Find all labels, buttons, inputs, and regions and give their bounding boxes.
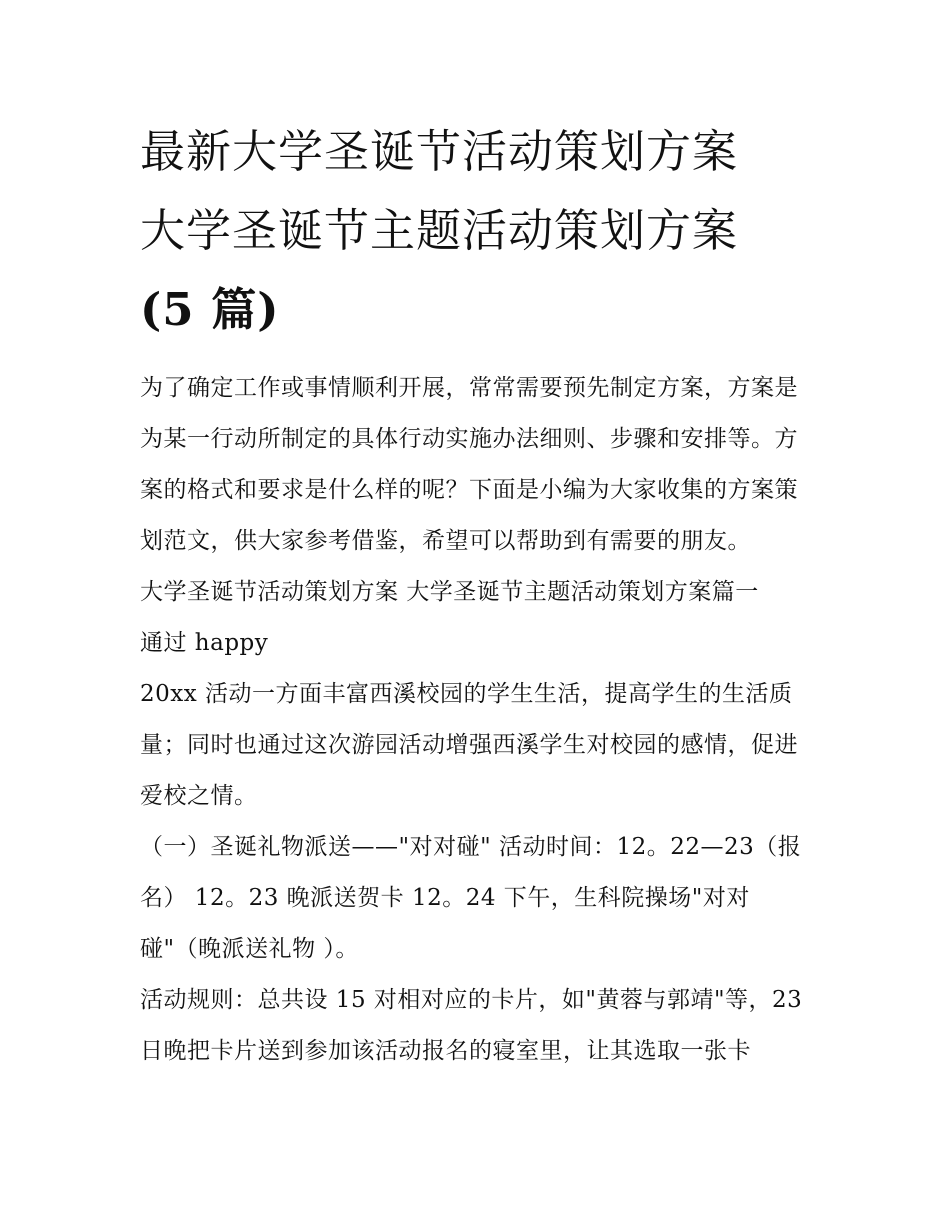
paragraph: 通过 happy: [140, 630, 269, 656]
paragraph: 活动规则：总共设 15 对相对应的卡片，如"黄蓉与郭靖"等，23 日晚把卡片送到参加该活动报名的寝室里，让其选取一张卡: [140, 987, 803, 1064]
title-line-3: (5 篇): [140, 283, 280, 336]
title-line-2: 大学圣诞节主题活动策划方案: [140, 204, 739, 257]
paragraph-section-heading: 大学圣诞节活动策划方案 大学圣诞节主题活动策划方案篇一: [140, 579, 759, 605]
document-title: [140, 112, 820, 349]
paragraph: 20xx 活动一方面丰富西溪校园的学生生活，提高学生的生活质量；同时也通过这次游园活动增强西溪学生对校园的感情，促进爱校之情。: [140, 681, 798, 809]
title-line-1: 最新大学圣诞节活动策划方案: [140, 125, 739, 178]
document-content: [140, 112, 820, 1077]
paragraph-intro: 为了确定工作或事情顺利开展，常常需要预先制定方案，方案是为某一行动所制定的具体行动实施办法细则、步骤和安排等。方案的格式和要求是什么样的呢？下面是小编为大家收集的方案策划范文，供大家参考借鉴，希望可以帮助到有需要的朋友。: [140, 375, 798, 554]
paragraph: （一）圣诞礼物派送——"对对碰" 活动时间：12。22—23（报名） 12。23 晚派送贺卡 12。24 下午，生科院操场"对对碰"（晚派送礼物 ）。: [140, 834, 802, 962]
document-body: [140, 363, 820, 1077]
